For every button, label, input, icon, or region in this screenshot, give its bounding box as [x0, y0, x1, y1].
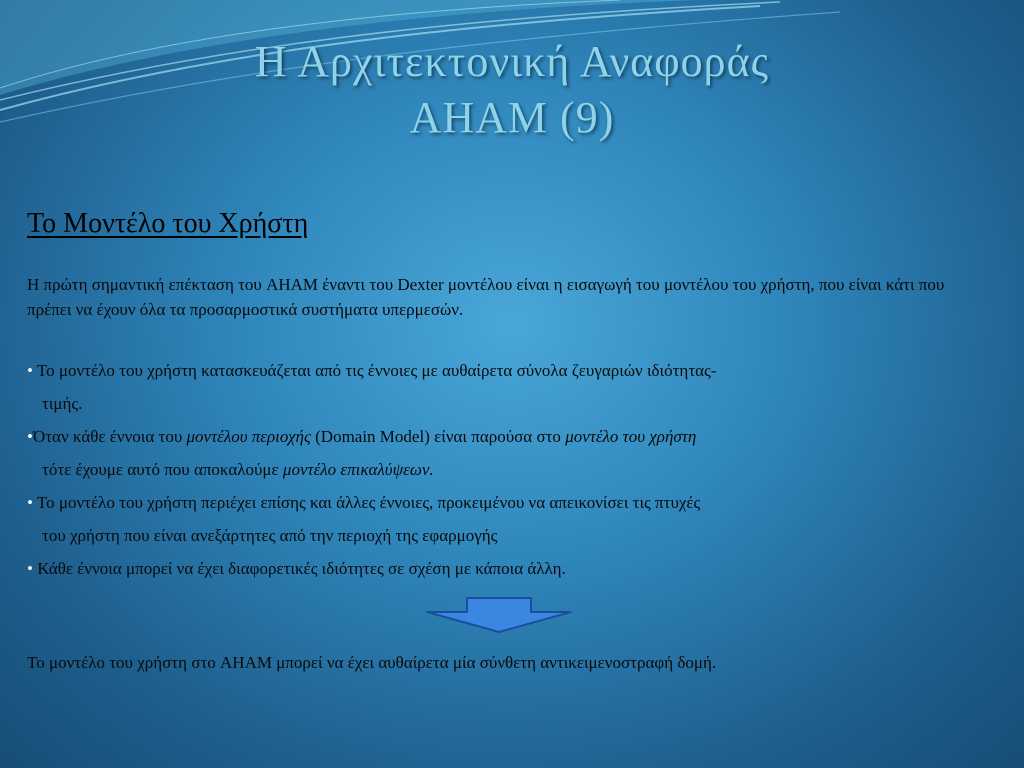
title-line-1: Η Αρχιτεκτονική Αναφοράς [254, 37, 770, 86]
bullet-text: Το μοντέλο του χρήστη κατασκευάζεται από τις έννοιες με αυθαίρετα σύνολα ζευγαριών ιδιότητας- [36, 361, 717, 380]
bullet-item [27, 354, 992, 420]
bullet-item [27, 486, 992, 552]
title-line-2: AHAM (9) [409, 93, 615, 142]
conclusion-text: Το μοντέλο του χρήστη στο AHAM μπορεί να έχει αυθαίρετα μία σύνθετη αντικειμενοστραφή δομή. [27, 653, 717, 672]
section-heading: Το Μοντέλο του Χρήστη [27, 208, 309, 239]
bullet-symbol: • [27, 361, 33, 380]
slide-title [0, 34, 1024, 146]
bullet-symbol: • [27, 427, 33, 446]
bullet-text-italic: μοντέλου περιοχής [186, 427, 311, 446]
bullet-text-italic: μοντέλο επικαλύψεων. [282, 460, 434, 479]
bullet-text-continued: τιμής. [42, 394, 83, 413]
bullet-symbol: • [27, 493, 33, 512]
bullet-text-continued [27, 453, 992, 486]
bullet-text: Όταν κάθε έννοια του [32, 427, 187, 446]
bullet-item [27, 420, 992, 486]
bullet-text: Κάθε έννοια μπορεί να έχει διαφορετικές ιδιότητες σε σχέση με κάποια άλλη. [37, 559, 566, 578]
bullet-text: τότε έχουμε αυτό που αποκαλούμε [42, 460, 283, 479]
bullet-text: (Domain Model) είναι παρούσα στο [310, 427, 566, 446]
bullet-text-italic: μοντέλο του χρήστη [565, 427, 697, 446]
bullet-list [27, 354, 992, 585]
down-arrow-icon [425, 596, 573, 634]
bullet-item [27, 552, 992, 585]
bullet-text: Το μοντέλο του χρήστη περιέχει επίσης και άλλες έννοιες, προκειμένου να απεικονίσει τις πτυχές [36, 493, 701, 512]
intro-paragraph: Η πρώτη σημαντική επέκταση του AHAM έναντι του Dexter μοντέλου είναι η εισαγωγή του μοντέλου του χρήστη, που είναι κάτι που πρέπει να έχουν όλα τα προσαρμοστικά συστήματα υπερμεσών. [27, 275, 945, 319]
bullet-symbol: • [27, 559, 33, 578]
bullet-text-continued: του χρήστη που είναι ανεξάρτητες από την περιοχή της εφαρμογής [42, 526, 498, 545]
